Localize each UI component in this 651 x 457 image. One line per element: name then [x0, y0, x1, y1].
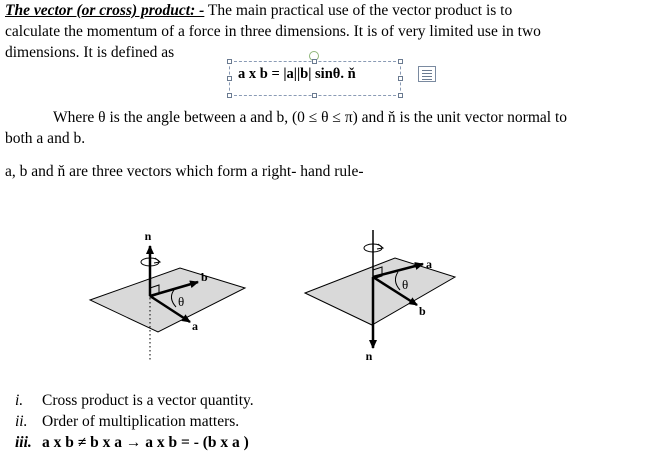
equation-text: a x b = |a||b| sinθ. ň — [238, 66, 356, 82]
left-n-label: n — [144, 229, 152, 243]
left-b-label: b — [201, 270, 208, 284]
intro-line-1-rest: The main practical use of the vector product is to — [204, 2, 513, 19]
list-text: a x b ≠ b x a → a x b = - (b x a ) — [42, 434, 249, 451]
left-diagram — [90, 229, 245, 360]
list-text: Cross product is a vector quantity. — [42, 392, 254, 409]
section-heading: The vector (or cross) product: - — [5, 2, 205, 19]
list-item — [15, 432, 249, 453]
left-theta-label: θ — [178, 294, 185, 309]
list-number: iii. — [15, 434, 32, 451]
right-diagram — [305, 230, 455, 363]
list-number: ii. — [15, 413, 28, 430]
right-a-label: a — [426, 257, 432, 271]
where-line-1: Where θ is the angle between a and b, (0 ≤ θ ≤ π) and ň is the unit vector normal to — [53, 109, 568, 126]
list-item — [15, 390, 254, 411]
right-b-label: b — [419, 304, 426, 318]
right-theta-label: θ — [402, 277, 409, 292]
left-a-label: a — [192, 319, 198, 333]
left-plane — [90, 268, 245, 332]
list-number: i. — [15, 392, 24, 409]
list-text: Order of multiplication matters. — [42, 413, 240, 430]
list-item — [15, 411, 239, 432]
right-n-label: n — [365, 349, 373, 363]
rule-line: a, b and ň are three vectors which form a right- hand rule- — [5, 163, 364, 180]
intro-line-3: dimensions. It is defined as — [5, 44, 175, 61]
where-line-2: both a and b. — [5, 130, 86, 147]
intro-line-2: calculate the momentum of a force in three dimensions. It is of very limited use in two — [5, 23, 541, 40]
